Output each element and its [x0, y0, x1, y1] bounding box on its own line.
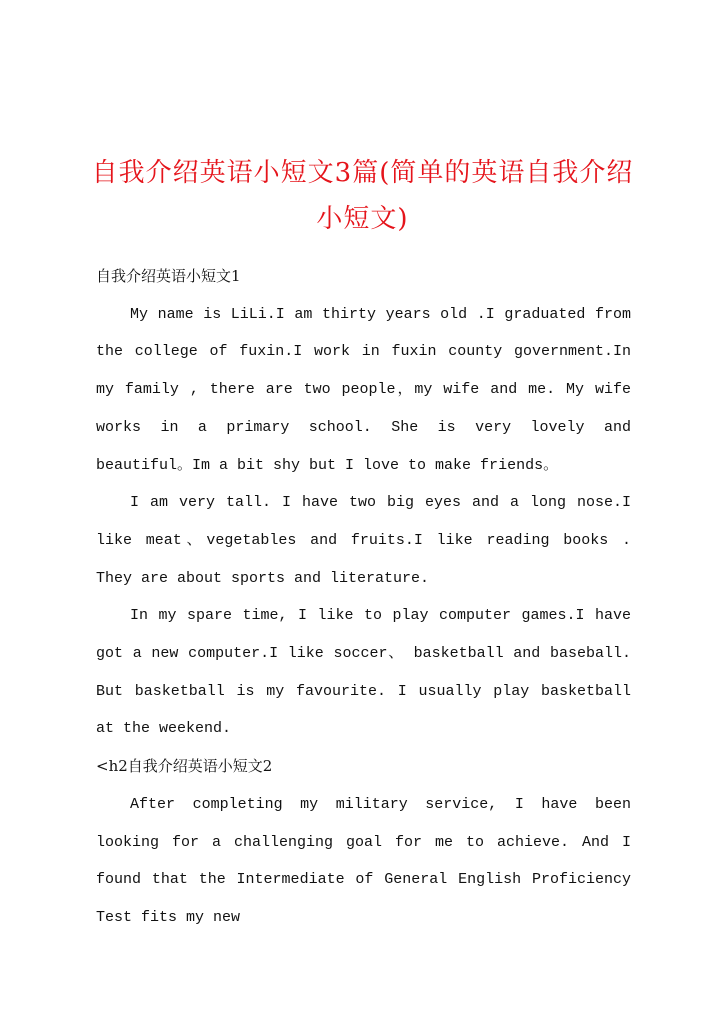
section-2-paragraph-1: After completing my military service, I have been looking for a challenging goal for me to achieve. And I found that the Intermediate of General English Proficiency Test fits my new — [96, 795, 631, 926]
section-1-heading: 自我介绍英语小短文1 — [96, 267, 241, 285]
section-2-heading: <h2自我介绍英语小短文2 — [96, 757, 273, 776]
section-1-paragraph-3: In my spare time, I like to play computer games.I have got a new computer.I like soccer、 basketball and baseball. But basketball is my favourite. I usually play basketball at the weekend. — [96, 607, 631, 738]
document-body — [96, 258, 631, 937]
section-1-paragraph-2: I am very tall. I have two big eyes and a long nose.I like meat、vegetables and fruits.I like reading books . They are about sports and literature. — [96, 494, 631, 587]
document-title: 自我介绍英语小短文3篇(简单的英语自我介绍小短文) — [91, 158, 634, 234]
section-1-paragraph-1: My name is LiLi.I am thirty years old .I graduated from the college of fuxin.I work in fuxin county government.In my family , there are two people，my wife and me. My wife works in a primary school. She is very lovely and beautiful。Im a bit shy but I love to make friends。 — [96, 305, 631, 474]
